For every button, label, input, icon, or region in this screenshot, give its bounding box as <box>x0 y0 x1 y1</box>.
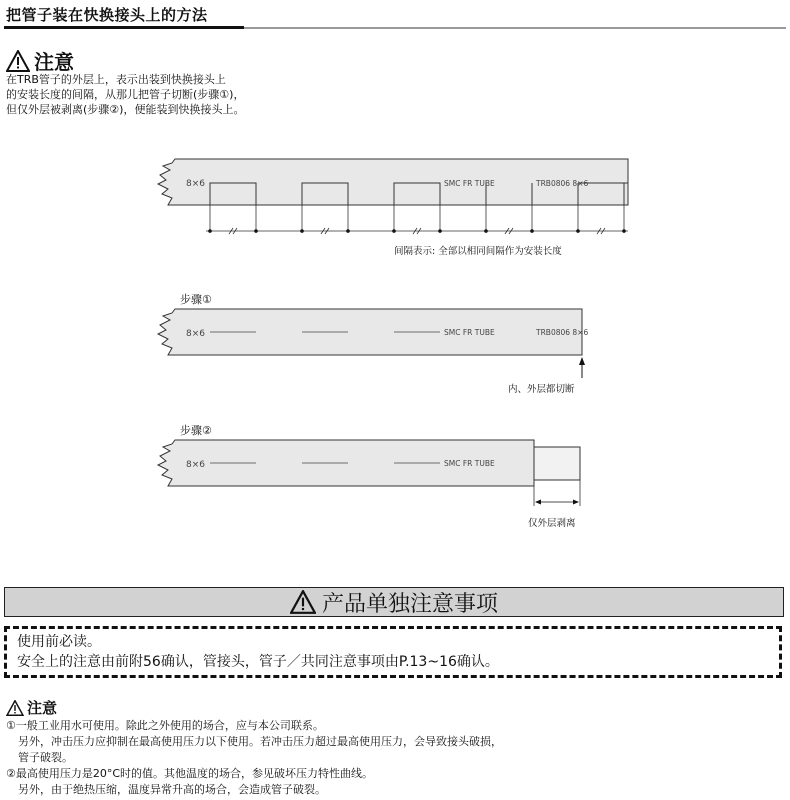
notice-line: 使用前必读。 <box>17 634 101 650</box>
product-caution-banner <box>4 587 784 617</box>
step1-label: 步骤① <box>180 293 212 306</box>
caution-line: 在TRB管子的外层上，表示出装到快换接头上 <box>6 73 226 86</box>
caution-line: 但仅外层被剥离(步骤②)，便能装到快换接头上。 <box>6 103 245 116</box>
list-item: 另外，冲击压力应抑制在最高使用压力以下使用。若冲击压力超过最高使用压力，会导致接头破损， <box>18 735 502 748</box>
interval-caption: 间隔表示: 全部以相同间隔作为安装长度 <box>394 246 562 257</box>
caution-line: 的安装长度的间隔，从那儿把管子切断(步骤①)， <box>6 88 245 101</box>
title-rule <box>244 27 786 29</box>
tube-size-mark: 8×6 <box>186 179 205 189</box>
title-underline <box>4 26 244 29</box>
brand-mark: SMC FR TUBE <box>444 328 495 337</box>
warning-icon <box>290 590 316 614</box>
brand-mark: SMC FR TUBE <box>444 459 495 468</box>
page-title: 把管子装在快换接头上的方法 <box>6 6 208 24</box>
cut-arrow-icon <box>579 357 585 365</box>
list-item: ②最高使用压力是20°C时的值。其他温度的场合，参见破坏压力特性曲线。 <box>6 767 374 780</box>
list-item: ①一般工业用水可使用。除此之外使用的场合，应与本公司联系。 <box>6 719 324 732</box>
diagram-svg <box>0 150 790 540</box>
caution-body <box>6 72 244 117</box>
step2-view <box>158 423 580 529</box>
inner-tube <box>534 447 580 480</box>
caution2-list <box>6 718 502 798</box>
notice-line: 安全上的注意由前附56确认，管接头，管子／共同注意事项由P.13~16确认。 <box>17 654 499 670</box>
step1-view <box>158 292 588 395</box>
caution2-heading-text: 注意 <box>27 699 58 717</box>
notice-box <box>4 626 782 678</box>
step1-note: 内、外层都切断 <box>508 384 575 395</box>
step2-label: 步骤② <box>180 424 212 437</box>
tube-cutting-diagram <box>0 150 790 540</box>
model-mark: TRB0806 8×6 <box>536 328 589 337</box>
step2-note: 仅外层剥离 <box>528 518 576 529</box>
list-item: 管子破裂。 <box>18 751 73 764</box>
list-item: 另外，由于绝热压缩，温度异常升高的场合，会造成管子破裂。 <box>18 783 326 796</box>
caution-heading-text: 注意 <box>34 50 74 74</box>
brand-mark: SMC FR TUBE <box>444 179 495 188</box>
warning-icon <box>6 700 24 716</box>
warning-icon <box>6 50 30 72</box>
banner-title: 产品单独注意事项 <box>321 591 498 617</box>
model-mark: TRB0806 8×6 <box>536 179 589 188</box>
tube-interval-view <box>158 159 628 257</box>
caution2-heading <box>6 697 57 718</box>
tube-size-mark: 8×6 <box>186 460 205 470</box>
tube-size-mark: 8×6 <box>186 329 205 339</box>
caution-heading <box>6 46 74 75</box>
